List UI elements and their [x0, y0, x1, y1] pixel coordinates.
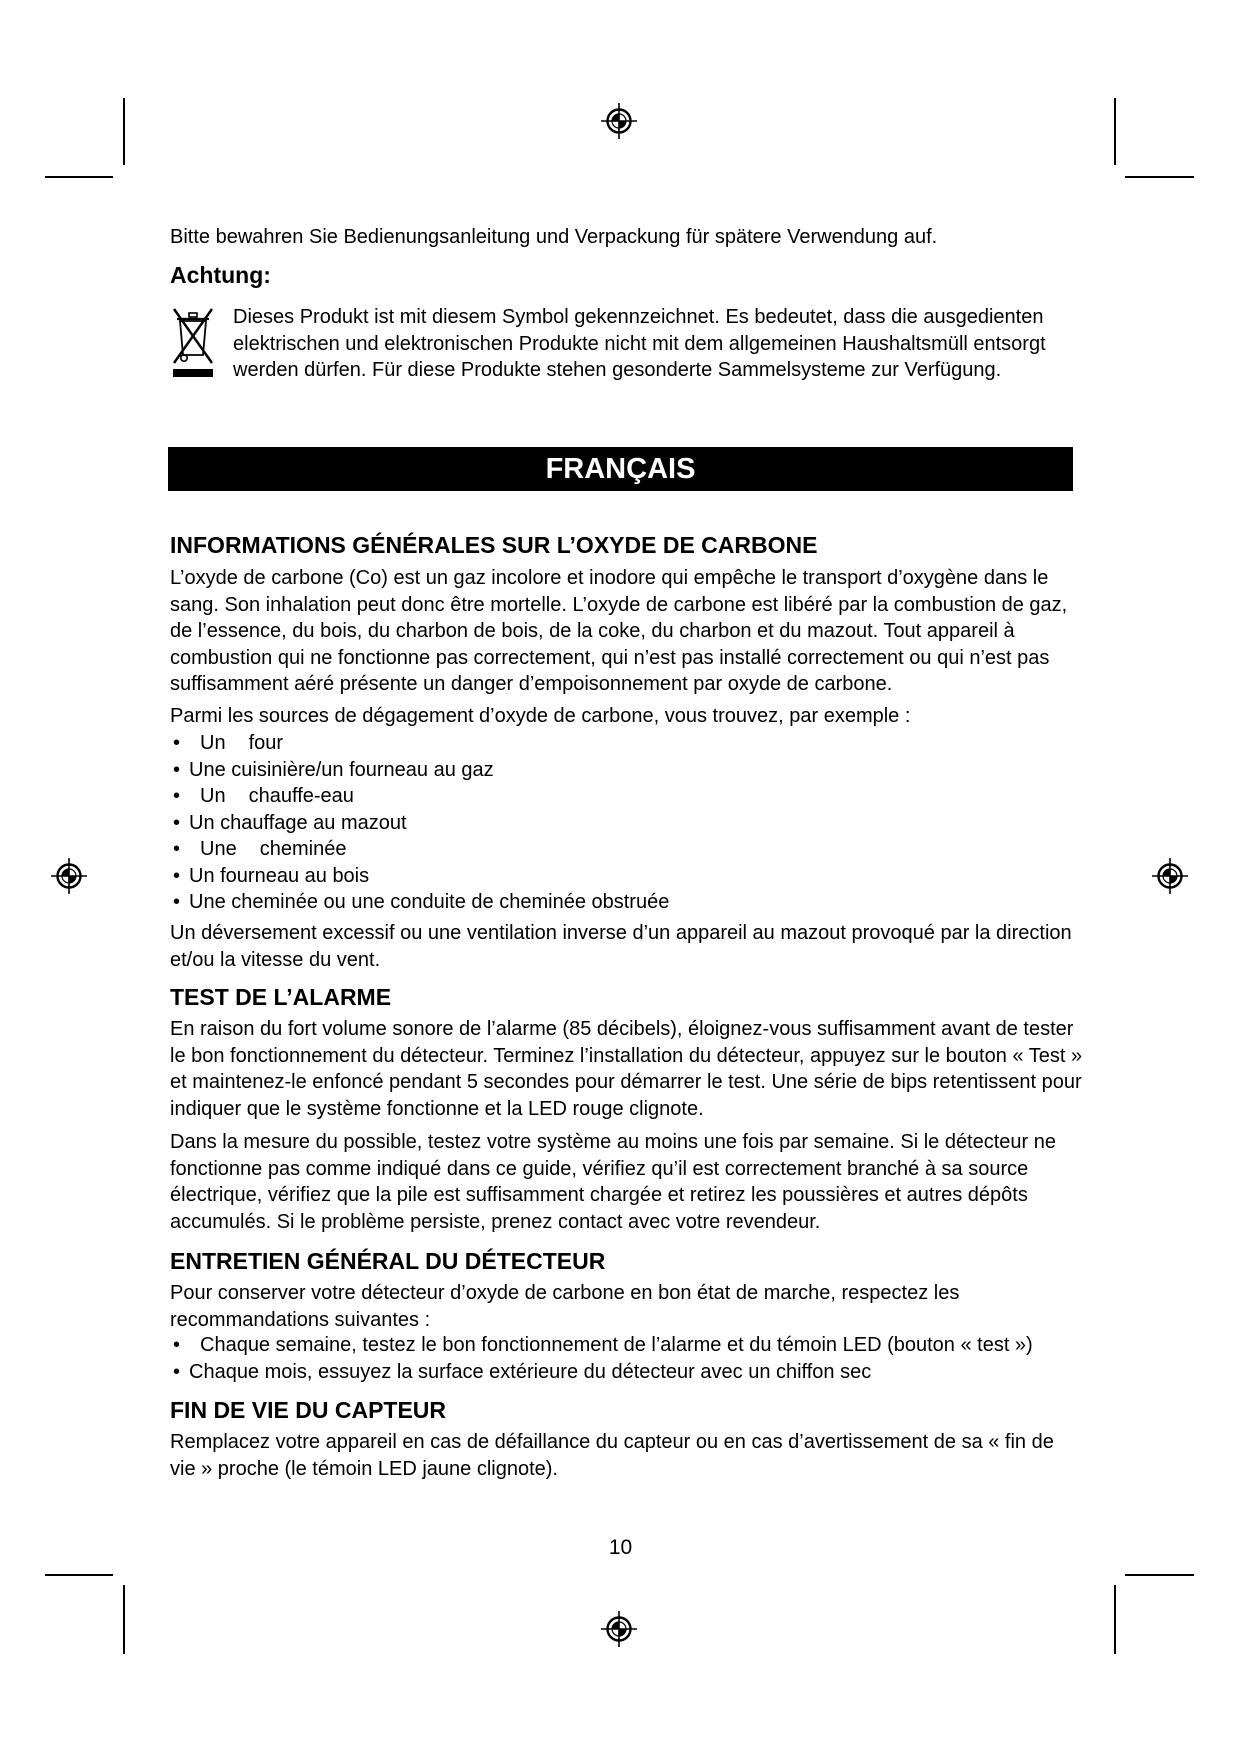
alarm-test-weekly-paragraph [170, 1129, 1080, 1235]
list-item-text: Chaque semaine, testez le bon fonctionnement de l’alarme et du témoin LED (bouton « test ») [200, 1334, 1033, 1356]
list-item [170, 783, 1080, 810]
list-bullet: • [173, 891, 181, 913]
maintenance-intro-paragraph [170, 1280, 1080, 1333]
list-bullet: • [173, 811, 181, 834]
list-item-text: Un fourneau au bois [189, 864, 370, 887]
list-item-text: Un chauffage au mazout [189, 811, 407, 834]
weee-notice-line: elektrischen und elektronischen Produkte nicht mit dem allgemeinen Haushaltsmüll entsorgt [233, 332, 1046, 355]
list-bullet: • [173, 1360, 181, 1383]
paragraph-line: électrique, vérifiez que la pile est suffisamment chargée et retirez les poussières et autres dépôts [170, 1184, 1028, 1206]
list-item [170, 1332, 1080, 1359]
paragraph-line: et maintenez-le enfoncé pendant 5 secondes pour démarrer le test. Une série de bips retentissent pour [170, 1071, 1082, 1093]
crop-mark-bottom-left-vertical [123, 1585, 125, 1654]
section-heading-alarm-test: TEST DE L’ALARME [170, 984, 392, 1010]
paragraph-line: et/ou la vitesse du vent. [170, 948, 381, 971]
list-bullet: • [173, 758, 181, 781]
list-item [170, 730, 1080, 757]
paragraph-line: Pour conserver votre détecteur d’oxyde de carbone en bon état de marche, respectez les [170, 1282, 960, 1304]
attention-heading: Achtung: [170, 262, 271, 288]
crop-mark-top-left-horizontal [45, 176, 113, 178]
crop-mark-top-right-vertical [1114, 98, 1116, 165]
paragraph-line: indiquer que le système fonctionne et la LED rouge clignote. [170, 1097, 704, 1120]
list-item-text: Un four [200, 732, 284, 754]
registration-mark-icon [1151, 857, 1189, 895]
co-sources-list [170, 730, 1080, 916]
paragraph-line: Un déversement excessif ou une ventilation inverse d’un appareil au mazout provoqué par la direction [170, 922, 1072, 944]
list-bullet: • [173, 838, 181, 860]
list-bullet: • [173, 1334, 181, 1356]
registration-mark-icon [600, 102, 638, 140]
weee-notice [233, 304, 1073, 384]
list-item [170, 836, 1080, 863]
list-item-text: Une cheminée ou une conduite de cheminée obstruée [189, 891, 670, 913]
paragraph-line: vie » proche (le témoin LED jaune clignote). [170, 1457, 558, 1480]
paragraph-line: le bon fonctionnement du détecteur. Terminez l’installation du détecteur, appuyez sur le bouton « Test » [170, 1044, 1083, 1067]
list-bullet: • [173, 864, 181, 887]
weee-notice-line: werden dürfen. Für diese Produkte stehen gesonderte Sammelsysteme zur Verfügung. [233, 359, 1002, 381]
maintenance-list [170, 1332, 1080, 1385]
section-heading-maintenance: ENTRETIEN GÉNÉRAL DU DÉTECTEUR [170, 1248, 606, 1274]
crop-mark-bottom-right-horizontal [1125, 1574, 1194, 1576]
list-bullet: • [173, 785, 181, 807]
paragraph-line: de l’essence, du bois, du charbon de bois, de la coke, du charbon et du mazout. Tout appareil à [170, 620, 1015, 642]
alarm-test-procedure-paragraph [170, 1016, 1083, 1122]
co-intro-paragraph [170, 565, 1080, 698]
registration-mark-icon [50, 857, 88, 895]
list-item [170, 863, 1080, 890]
list-item [170, 810, 1080, 837]
weee-notice-line: Dieses Produkt ist mit diesem Symbol gekennzeichnet. Es bedeutet, dass die ausgedienten [233, 306, 1044, 328]
paragraph-line: suffisamment aéré présente un danger d’empoisonnement par oxyde de carbone. [170, 673, 893, 695]
paragraph-line: Remplacez votre appareil en cas de défaillance du capteur ou en cas d’avertissement de sa « fin de [170, 1431, 1054, 1453]
storage-note: Bitte bewahren Sie Bedienungsanleitung und Verpackung für spätere Verwendung auf. [170, 226, 938, 248]
crop-mark-top-right-horizontal [1125, 176, 1194, 178]
registration-mark-icon [600, 1610, 638, 1648]
list-item-text: Chaque mois, essuyez la surface extérieure du détecteur avec un chiffon sec [189, 1360, 872, 1383]
list-bullet: • [173, 732, 181, 754]
paragraph-line: Dans la mesure du possible, testez votre système au moins une fois par semaine. Si le détecteur ne [170, 1131, 1057, 1153]
crossed-out-wheelie-bin-icon [170, 303, 216, 379]
list-item-text: Un chauffe-eau [200, 785, 354, 807]
section-heading-end-of-life: FIN DE VIE DU CAPTEUR [170, 1397, 447, 1423]
paragraph-line: recommandations suivantes : [170, 1308, 431, 1331]
list-item [170, 1359, 1080, 1386]
crop-mark-bottom-right-vertical [1114, 1585, 1116, 1654]
paragraph-line: fonctionne pas comme indiqué dans ce guide, vérifiez qu’il est correctement branché à sa source [170, 1157, 1029, 1180]
paragraph-line: sang. Son inhalation peut donc être mortelle. L’oxyde de carbone est libéré par la combustion de gaz, [170, 593, 1068, 616]
list-item-text: Une cuisinière/un fourneau au gaz [189, 758, 494, 781]
crop-mark-bottom-left-horizontal [45, 1574, 113, 1576]
crop-mark-top-left-vertical [123, 98, 125, 165]
paragraph-line: En raison du fort volume sonore de l’alarme (85 décibels), éloignez-vous suffisamment avant de tester [170, 1018, 1074, 1040]
paragraph-line: L’oxyde de carbone (Co) est un gaz incolore et inodore qui empêche le transport d’oxygène dans le [170, 567, 1049, 589]
page-number: 10 [608, 1536, 633, 1559]
co-sources-intro: Parmi les sources de dégagement d’oxyde de carbone, vous trouvez, par exemple : [170, 705, 911, 727]
wind-note-paragraph [170, 920, 1080, 973]
list-item [170, 889, 1080, 916]
paragraph-line: combustion qui ne fonctionne pas correctement, qui n’est pas installé correctement ou qui n’est pas [170, 646, 1050, 669]
list-item-text: Une cheminée [200, 838, 347, 860]
list-item [170, 757, 1080, 784]
section-heading-co-information: INFORMATIONS GÉNÉRALES SUR L’OXYDE DE CARBONE [170, 532, 818, 558]
paragraph-line: accumulés. Si le problème persiste, prenez contact avec votre revendeur. [170, 1210, 821, 1233]
end-of-life-paragraph [170, 1429, 1080, 1482]
language-banner: FRANÇAIS [168, 447, 1073, 491]
